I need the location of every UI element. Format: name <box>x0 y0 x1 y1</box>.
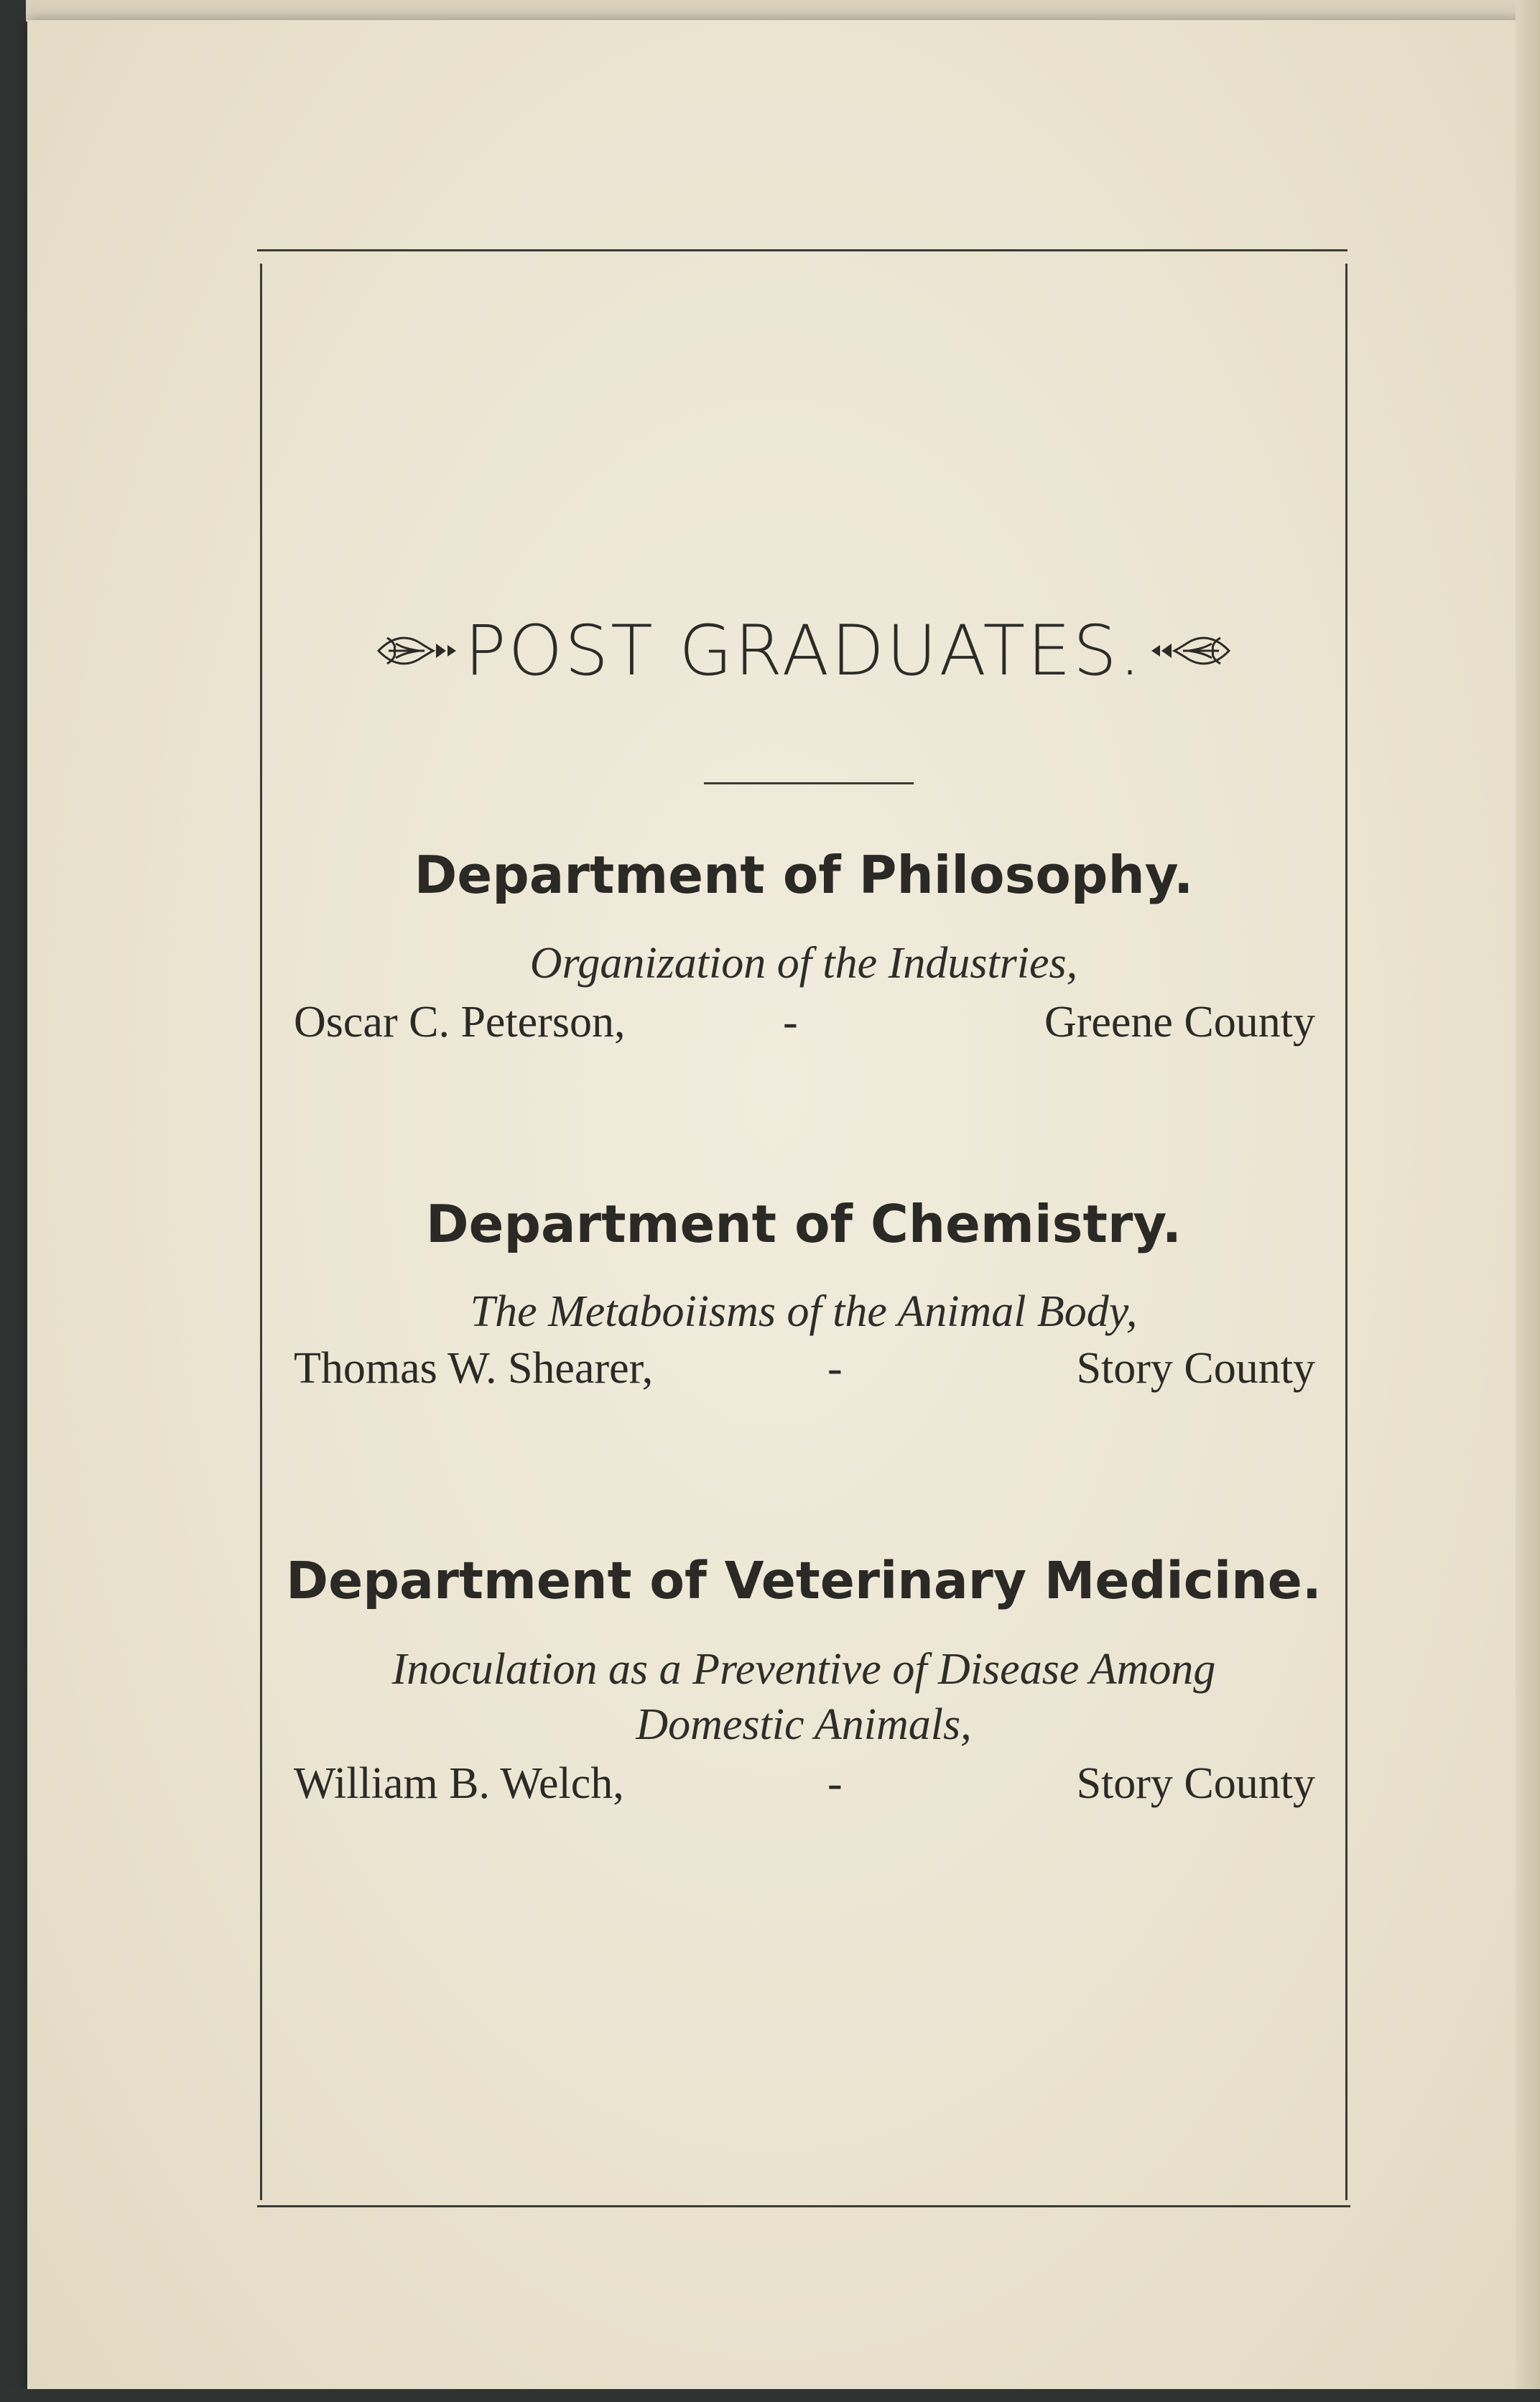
department-title: Department of Chemistry. <box>425 1194 1182 1254</box>
separator-dash: - <box>783 998 798 1047</box>
page-heading: POST GRADUATES. <box>464 611 1144 691</box>
graduate-entry <box>294 1761 1315 1812</box>
left-fleuron-icon <box>374 622 460 680</box>
page-top-edge <box>26 0 1527 22</box>
frame-right-rule <box>1345 264 1348 2200</box>
frame-top-rule <box>257 249 1348 251</box>
department-title: Department of Veterinary Medicine. <box>286 1551 1322 1610</box>
thesis-title: Inoculation as a Preventive of Disease Among <box>391 1645 1216 1694</box>
separator-dash: - <box>827 1759 843 1808</box>
thesis-title: Organization of the Industries, <box>529 939 1078 988</box>
scanner-background-bottom <box>0 2389 1540 2402</box>
heading-row <box>262 611 1345 691</box>
graduate-name: Thomas W. Shearer, <box>294 1344 654 1393</box>
department-title: Department of Philosophy. <box>414 845 1194 905</box>
graduate-entry <box>294 1000 1315 1050</box>
graduate-name: Oscar C. Peterson, <box>294 998 626 1047</box>
heading-divider <box>704 782 914 784</box>
thesis-title-continued: Domestic Animals, <box>636 1700 972 1749</box>
scanner-background-left <box>0 0 29 2402</box>
graduate-name: William B. Welch, <box>294 1759 624 1808</box>
separator-dash: - <box>827 1344 843 1393</box>
graduate-entry <box>294 1346 1315 1396</box>
right-fleuron-icon <box>1147 622 1233 680</box>
graduate-county: Greene County <box>1044 998 1315 1047</box>
page-fold-right <box>1516 0 1540 2402</box>
thesis-title: The Metaboiisms of the Animal Body, <box>470 1287 1138 1336</box>
frame-bottom-rule <box>257 2205 1350 2207</box>
graduate-county: Story County <box>1076 1759 1315 1808</box>
graduate-county: Story County <box>1076 1344 1315 1393</box>
